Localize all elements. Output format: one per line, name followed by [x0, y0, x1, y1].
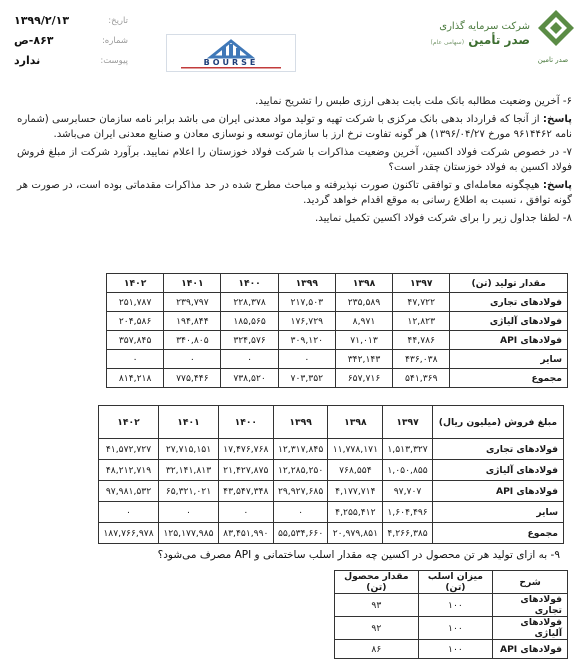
row-label: فولادهای آلیاژی: [432, 460, 563, 481]
meta-attachment-value: ندارد: [14, 54, 41, 67]
row-label: مجموع: [450, 369, 568, 388]
table-corner-cell: مقدار تولید (تن): [450, 274, 568, 293]
table-cell: ۸۱۴,۲۱۸: [107, 369, 164, 388]
meta-number-value: ۸۶۳-ص: [14, 34, 54, 47]
slab-consumption-table: [334, 570, 568, 659]
row-label: سایر: [432, 502, 563, 523]
year-header: ۱۳۹۷: [393, 274, 450, 293]
year-header: ۱۴۰۲: [99, 406, 159, 439]
table-row: [107, 312, 568, 331]
letter-header: [0, 0, 586, 92]
table-cell: ۶۵,۳۲۱,۰۲۱: [159, 481, 219, 502]
year-header: ۱۳۹۹: [273, 406, 328, 439]
table-cell: ۴۳۶,۰۳۸: [393, 350, 450, 369]
table-cell: ۴۱,۵۷۲,۷۲۷: [99, 439, 159, 460]
table-cell: ۷۰۳,۳۵۲: [278, 369, 335, 388]
meta-date-value: ۱۳۹۹/۲/۱۳: [14, 14, 70, 27]
table-cell: ۷۷۵,۴۴۶: [164, 369, 221, 388]
table-cell: ۷۶۸,۵۵۴: [328, 460, 383, 481]
row-label: فولادهای آلیاژی: [493, 617, 568, 640]
table-row: [99, 481, 564, 502]
production-table: [106, 273, 568, 388]
meta-attachment-row: [8, 54, 128, 74]
table-cell: ۱,۰۵۰,۸۵۵: [383, 460, 433, 481]
year-header: ۱۴۰۱: [164, 274, 221, 293]
table-cell: ۳۲,۱۴۱,۸۱۳: [159, 460, 219, 481]
table-cell: ۱۹۴,۸۴۴: [164, 312, 221, 331]
table-cell: ۱۷,۴۷۶,۷۶۸: [218, 439, 273, 460]
company-name: [430, 20, 530, 50]
table-cell: ۱۷۶,۷۲۹: [278, 312, 335, 331]
meta-number-label: شماره:: [101, 36, 128, 46]
table-cell: ۸,۹۷۱: [335, 312, 392, 331]
meta-attachment-label: پیوست:: [100, 56, 128, 66]
year-header: ۱۳۹۷: [383, 406, 433, 439]
year-header: ۱۴۰۱: [159, 406, 219, 439]
table-cell: ۱۰۰: [418, 594, 492, 617]
table-cell: ۳۰۹,۱۲۰: [278, 331, 335, 350]
table-corner-cell: مبلغ فروش (میلیون ریال): [432, 406, 563, 439]
letter-meta: [8, 14, 128, 74]
answer-6-label: پاسخ:: [542, 113, 572, 125]
table-cell: ۲۱۷,۵۰۳: [278, 293, 335, 312]
table-cell: ۰: [273, 502, 328, 523]
table-cell: ۱,۶۰۴,۴۹۶: [383, 502, 433, 523]
question-6: ۶- آخرین وضعیت مطالبه بانک ملت بابت بدهی ارزی طبس را تشریح نمایید.: [255, 96, 572, 107]
table-cell: ۴۷,۷۲۲: [393, 293, 450, 312]
table-header-row: [107, 274, 568, 293]
table-cell: ۲۵۱,۷۸۷: [107, 293, 164, 312]
table-cell: ۸۶: [335, 640, 419, 659]
table-row: [335, 640, 568, 659]
table-cell: ۹۳: [335, 594, 419, 617]
row-label: فولادهای آلیاژی: [450, 312, 568, 331]
company-name-line1: شرکت سرمایه گذاری: [439, 21, 530, 32]
row-label: سایر: [450, 350, 568, 369]
table-cell: ۰: [107, 350, 164, 369]
table-row: [107, 293, 568, 312]
table-cell: ۶۵۷,۷۱۶: [335, 369, 392, 388]
table-row: [107, 331, 568, 350]
row-label: فولادهای تجاری: [432, 439, 563, 460]
company-name-line2: [430, 33, 530, 50]
table-cell: ۰: [164, 350, 221, 369]
table-row: [335, 594, 568, 617]
table-cell: ۰: [159, 502, 219, 523]
company-name-main: صدر تأمین: [468, 33, 530, 47]
bourse-logo-icon: [166, 34, 296, 72]
meta-date-label: تاریخ:: [108, 16, 128, 26]
table-cell: ۱۲,۸۲۳: [393, 312, 450, 331]
question-8: ۸- لطفا جداول زیر را برای شرکت فولاد اکسین تکمیل نمایید.: [315, 212, 572, 224]
table-cell: ۱,۵۱۳,۳۲۷: [383, 439, 433, 460]
table-header-row: [335, 571, 568, 594]
table-row: [99, 502, 564, 523]
table-cell: ۹۲: [335, 617, 419, 640]
table-cell: ۱۱,۷۷۸,۱۷۱: [328, 439, 383, 460]
table-cell: ۸۳,۴۵۱,۹۹۰: [218, 523, 273, 544]
answer-7: [17, 178, 572, 209]
answer-6-text: از آنجا که قرارداد بدهی بانک مرکزی با شرکت تهیه و تولید مواد معدنی ایران می باشد برابر نامه سازمان حسابرسی (شماره نامه ۹۶۱۴۴۶۲ مورخ ۱۳۹۶/۰۴/۲۷) هر گونه تفاوت نرخ ارز با سازمان توسعه و نوسازی معادن و صنایع معدنی ایران می‌باشد.: [17, 113, 572, 140]
table-cell: ۹۷,۷۰۷: [383, 481, 433, 502]
table-cell: ۲۲۸,۳۷۸: [221, 293, 278, 312]
table-cell: ۴,۲۶۶,۳۸۵: [383, 523, 433, 544]
table-cell: ۱۰۰: [418, 617, 492, 640]
table-cell: ۲۷,۷۱۵,۱۵۱: [159, 439, 219, 460]
table-cell: ۳۴۲,۱۴۳: [335, 350, 392, 369]
bourse-logo-text: BOURSE: [203, 58, 259, 67]
year-header: ۱۳۹۸: [335, 274, 392, 293]
row-label: فولادهای API: [450, 331, 568, 350]
table-cell: ۲۰,۹۷۹,۸۵۱: [328, 523, 383, 544]
row-label: فولادهای تجاری: [450, 293, 568, 312]
table-cell: ۴۴,۷۸۶: [393, 331, 450, 350]
company-name-suffix: (سهامی عام): [430, 39, 465, 46]
column-header: شرح: [493, 571, 568, 594]
table-row: [107, 350, 568, 369]
table-cell: ۰: [99, 502, 159, 523]
table-cell: ۴۸,۲۱۲,۷۱۹: [99, 460, 159, 481]
table-cell: ۴۳,۵۴۷,۳۴۸: [218, 481, 273, 502]
row-label: مجموع: [432, 523, 563, 544]
table-cell: ۷۱,۰۱۳: [335, 331, 392, 350]
table-cell: ۷۳۸,۵۲۰: [221, 369, 278, 388]
column-header: مقدار محصول (تن): [335, 571, 419, 594]
table-cell: ۱۲,۲۸۵,۲۵۰: [273, 460, 328, 481]
meta-date-row: [8, 14, 128, 34]
table-cell: ۱۰۰: [418, 640, 492, 659]
answer-7-label: پاسخ:: [542, 179, 572, 191]
table-cell: ۱۸۵,۵۶۵: [221, 312, 278, 331]
table-cell: ۲۳۵,۵۸۹: [335, 293, 392, 312]
letter-body: [17, 94, 572, 228]
table-cell: ۳۵۷,۸۴۵: [107, 331, 164, 350]
year-header: ۱۴۰۰: [221, 274, 278, 293]
company-logo-caption: صدر تامین: [537, 56, 569, 64]
table-cell: ۹۷,۹۸۱,۵۳۲: [99, 481, 159, 502]
table-row: [99, 460, 564, 481]
column-header: میزان اسلب (تن): [418, 571, 492, 594]
sales-table: [98, 405, 564, 544]
table-row: [107, 369, 568, 388]
table-row: [99, 439, 564, 460]
answer-6: [17, 112, 572, 143]
table-row: [99, 523, 564, 544]
table-cell: ۲۱,۴۲۷,۸۷۵: [218, 460, 273, 481]
table-cell: ۱۲,۳۱۷,۸۴۵: [273, 439, 328, 460]
company-logo-icon: [536, 8, 576, 54]
row-label: فولادهای تجاری: [493, 594, 568, 617]
table-cell: ۳۲۴,۵۷۶: [221, 331, 278, 350]
table-row: [335, 617, 568, 640]
table-cell: ۵۴۱,۳۶۹: [393, 369, 450, 388]
table-cell: ۱۸۷,۷۶۶,۹۷۸: [99, 523, 159, 544]
question-9: ۹- به ازای تولید هر تن محصول در اکسین چه مقدار اسلب ساختمانی و API مصرف می‌شود؟: [157, 549, 560, 561]
table-cell: ۳۴۰,۸۰۵: [164, 331, 221, 350]
table-cell: ۰: [278, 350, 335, 369]
table-cell: ۱۲۵,۱۷۷,۹۸۵: [159, 523, 219, 544]
year-header: ۱۳۹۹: [278, 274, 335, 293]
table-cell: ۴,۱۷۷,۷۱۴: [328, 481, 383, 502]
year-header: ۱۴۰۲: [107, 274, 164, 293]
row-label: فولادهای API: [493, 640, 568, 659]
answer-7-text: هیچگونه معامله‌ای و توافقی تاکنون صورت نپذیرفته و مباحث مطرح شده در حد مذاکرات مقدماتی بوده است، در صورت هر گونه توافق ، نسبت به اطلاع رسانی به موقع اقدام خواهد گردید.: [17, 179, 572, 206]
table-cell: ۲۰۴,۵۸۶: [107, 312, 164, 331]
table-cell: ۲۹,۹۲۷,۶۸۵: [273, 481, 328, 502]
table-cell: ۰: [221, 350, 278, 369]
year-header: ۱۳۹۸: [328, 406, 383, 439]
table-cell: ۰: [218, 502, 273, 523]
row-label: فولادهای API: [432, 481, 563, 502]
meta-number-row: [8, 34, 128, 54]
table-header-row: [99, 406, 564, 439]
question-7: ۷- در خصوص شرکت فولاد اکسین، آخرین وضعیت مذاکرات با شرکت فولاد خوزستان را اعلام نمایید. برآورد شرکت از مبلغ فروش فولاد اکسین به فولاد خوزستان چقدر است؟: [17, 146, 572, 173]
table-cell: ۵۵,۵۳۴,۶۶۰: [273, 523, 328, 544]
table-cell: ۴,۲۵۵,۴۱۲: [328, 502, 383, 523]
year-header: ۱۴۰۰: [218, 406, 273, 439]
table-cell: ۲۳۹,۷۹۷: [164, 293, 221, 312]
